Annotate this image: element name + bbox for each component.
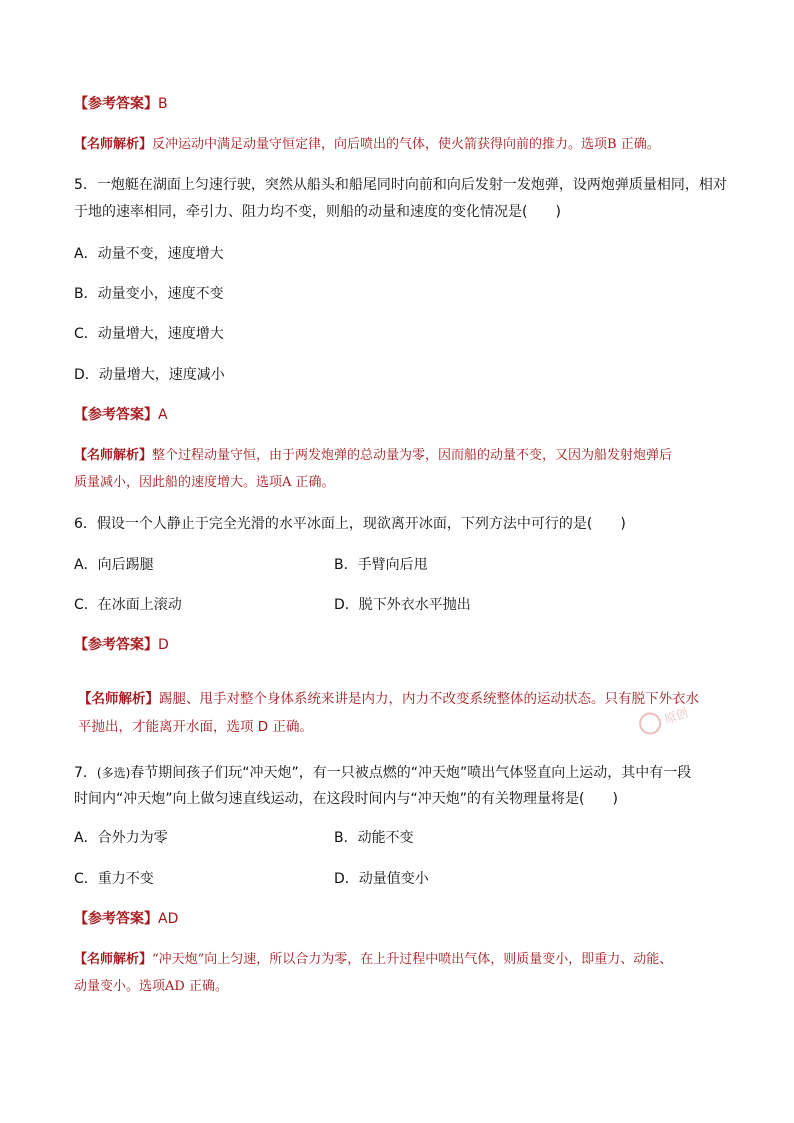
q7-option-b: B．动能不变 [334,830,414,846]
q7-multi-tag: (多选) [96,766,131,780]
q7-option-a: A．合外力为零 [74,830,168,846]
q5-option-d: D．动量增大，速度减小 [74,367,225,383]
q5-option-c: C．动量增大，速度增大 [74,326,224,342]
answer-value: D [158,637,169,653]
q6-option-a: A．向后踢腿 [74,557,154,573]
q7-answer [74,909,178,929]
q5-stem-line2: 于地的速率相同，牵引力、阻力均不变，则船的动量和速度的变化情况是( ) [74,204,561,220]
q7-number: 7． [74,765,97,781]
q7-option-c: C．重力不变 [74,871,154,887]
q7-analysis-line2: 动量变小。选项AD 正确。 [74,979,228,994]
q6-analysis-line1 [78,689,699,709]
q7-analysis-line1 [74,950,672,970]
q6-option-b: B．手臂向后甩 [334,557,428,573]
watermark-logo-icon [636,710,664,738]
answer-tag: 【参考答案】 [74,96,158,112]
analysis-text: 踢腿、甩手对整个身体系统来讲是内力，内力不改变系统整体的运动状态。只有脱下外衣水 [159,691,699,707]
q5-analysis-line2: 质量减小，因此船的速度增大。选项A 正确。 [74,475,335,490]
answer-tag: 【参考答案】 [74,637,158,653]
q4-answer [74,94,168,114]
answer-tag: 【参考答案】 [74,911,158,927]
q7-option-d: D．动量值变小 [334,871,429,887]
q6-answer [74,635,169,655]
watermark-text: 原创 [662,705,690,726]
analysis-tag: 【名师解析】 [74,137,153,152]
q7-stem-line2: 时间内“冲天炮”向上做匀速直线运动，在这段时间内与“冲天炮”的有关物理量将是( ) [74,791,618,807]
q4-analysis [74,135,660,155]
analysis-tag: 【名师解析】 [74,448,153,463]
q6-stem: 6．假设一个人静止于完全光滑的水平冰面上，现欲离开冰面，下列方法中可行的是( ) [74,516,626,532]
answer-value: A [158,407,168,423]
analysis-text: 反冲运动中满足动量守恒定律，向后喷出的气体，使火箭获得向前的推力。选项B 正确。 [152,137,660,152]
answer-value: B [158,96,168,112]
q7-stem-line1 [74,763,691,783]
analysis-text: “冲天炮”向上匀速，所以合力为零，在上升过程中喷出气体，则质量变小，即重力、动能、 [152,952,673,967]
q5-answer [74,405,168,425]
q5-option-a: A．动量不变，速度增大 [74,246,224,262]
q5-analysis-line1 [74,446,672,466]
analysis-tag: 【名师解析】 [74,952,153,967]
q5-option-b: B．动量变小，速度不变 [74,286,224,302]
q6-option-c: C．在冰面上滚动 [74,597,182,613]
q5-stem-line1: 5．一炮艇在湖面上匀速行驶，突然从船头和船尾同时向前和向后发射一发炮弹，设两炮弹质量相同，相对 [74,177,727,193]
answer-tag: 【参考答案】 [74,407,158,423]
analysis-tag: 【名师解析】 [78,691,159,707]
answer-value: AD [158,911,179,927]
q6-option-d: D．脱下外衣水平抛出 [334,597,471,613]
q6-analysis-line2: 平抛出，才能离开水面，选项 D 正确。 [78,719,313,735]
analysis-text: 整个过程动量守恒，由于两发炮弹的总动量为零，因而船的动量不变，又因为船发射炮弹后 [152,448,673,463]
q7-stem-text: 春节期间孩子们玩“冲天炮”，有一只被点燃的“冲天炮”喷出气体竖直向上运动，其中有一段 [130,765,692,781]
